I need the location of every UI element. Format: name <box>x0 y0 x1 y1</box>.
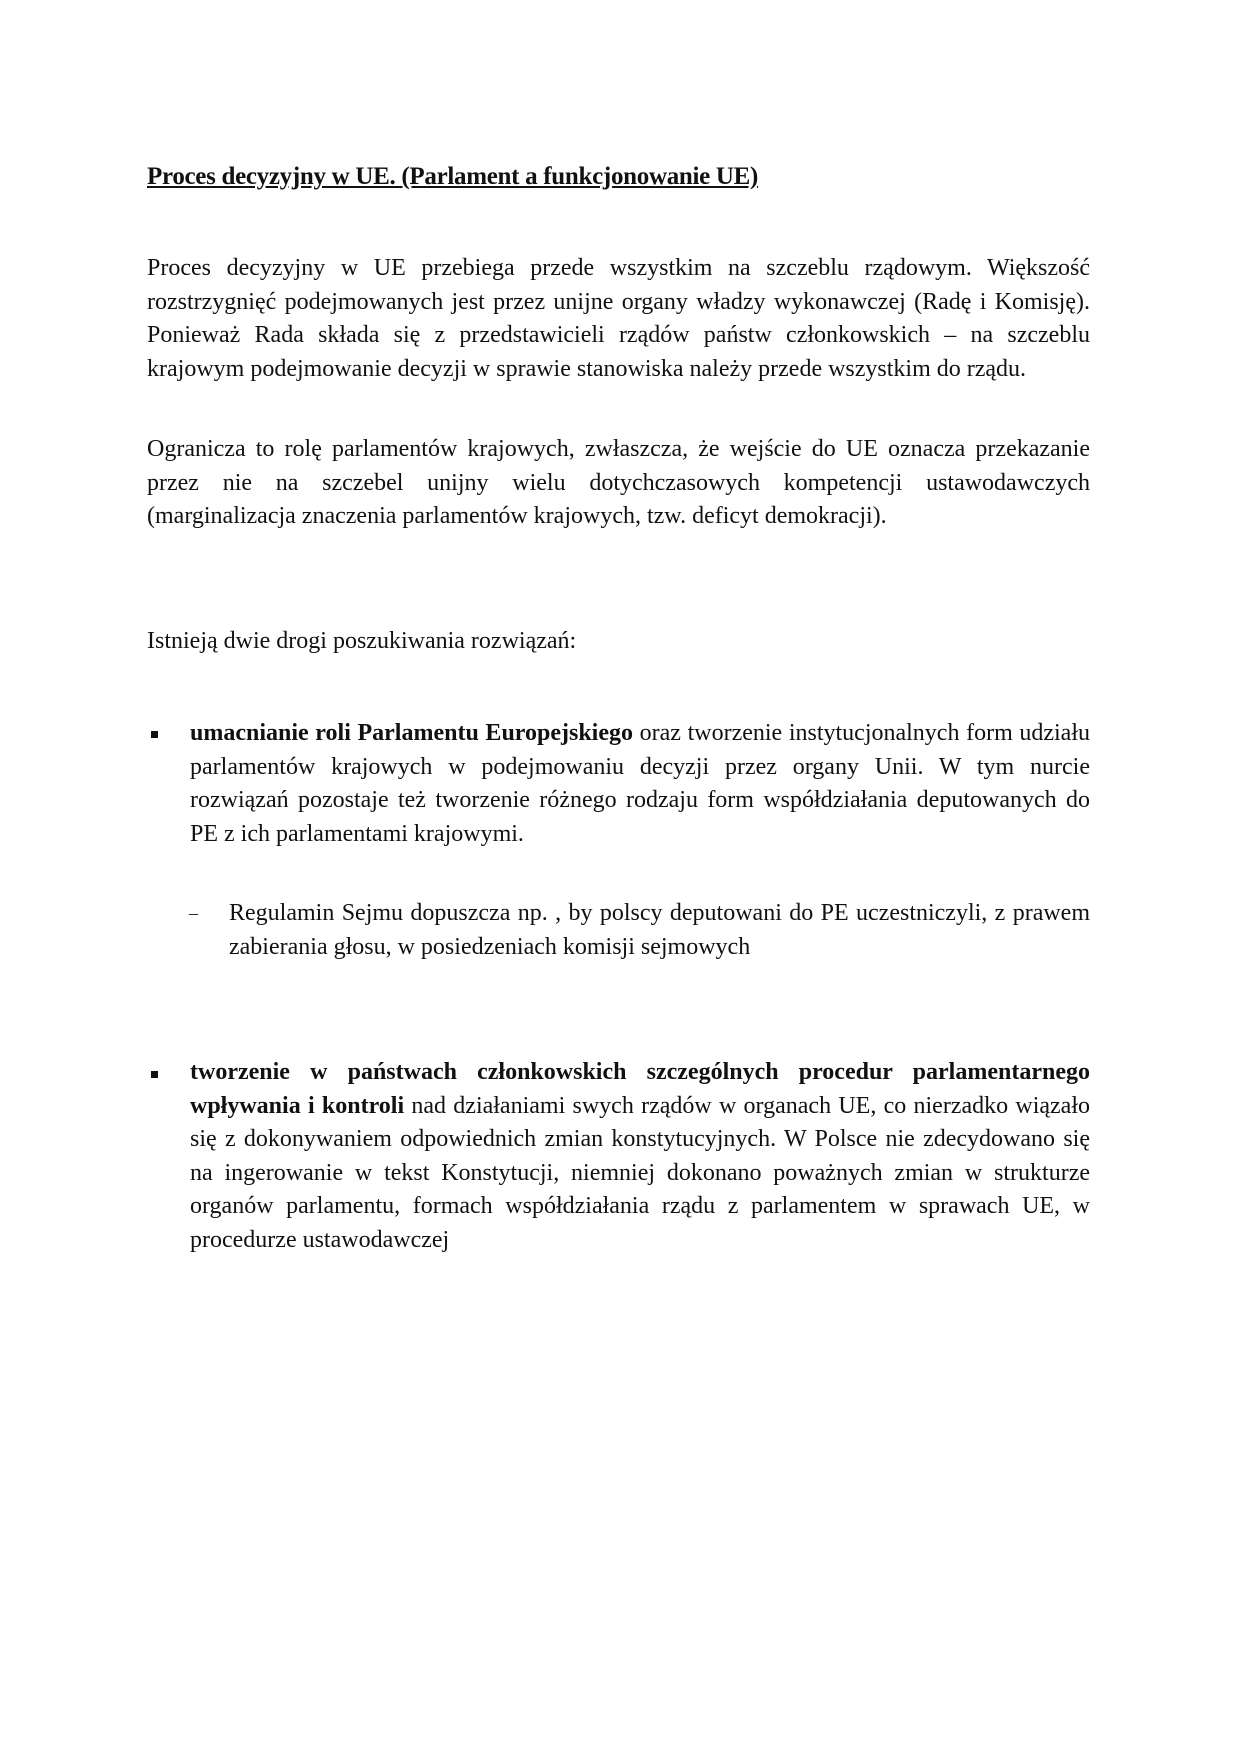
paragraph-decision-process: Proces decyzyjny w UE przebiega przede wszystkim na szczeblu rządowym. Większość rozstrzygnięć podejmowanych jest przez unijne organy władzy wykonawczej (Radę i Komisję). Ponieważ Rada składa się z przedstawicieli rządów państw członkowskich – na szczeblu krajowym podejmowanie decyzji w sprawie stanowiska należy przede wszystkim do rządu. <box>147 255 1090 382</box>
bullet-2-bold: tworzenie w państwach członkowskich szczególnych procedur parlamentarnego wpływania i kontroli <box>190 1059 1090 1119</box>
bullet-1-bold: umacnianie roli Parlamentu Europejskiego <box>190 720 634 746</box>
sub-item-text: Regulamin Sejmu dopuszcza np. , by polscy deputowani do PE uczestniczyli, z prawem zabierania głosu, w posiedzeniach komisji sejmowych <box>229 900 1090 960</box>
document-title: Proces decyzyjny w UE. (Parlament a funkcjonowanie UE) <box>147 163 759 190</box>
sub-item <box>229 897 1090 964</box>
bullet-item-2 <box>190 1056 1090 1257</box>
paragraph-two-ways: Istnieją dwie drogi poszukiwania rozwiązań: <box>147 628 577 654</box>
dash-icon: – <box>189 903 198 923</box>
bullet-1-text: oraz tworzenie instytucjonalnych form udziału parlamentów krajowych w podejmowaniu decyzji przez organy Unii. W tym nurcie rozwiązań pozostaje też tworzenie różnego rodzaju form współdziałania deputowanych do PE z ich parlamentami krajowymi. <box>190 720 1091 847</box>
paragraph-parliament-role: Ogranicza to rolę parlamentów krajowych, zwłaszcza, że wejście do UE oznacza przekazanie przez nie na szczebel unijny wielu dotychczasowych kompetencji ustawodawczych (marginalizacja znaczenia parlamentów krajowych, tzw. deficyt demokracji). <box>147 436 1090 529</box>
bullet-icon <box>151 1071 158 1078</box>
bullet-2-text: nad działaniami swych rządów w organach UE, co nierzadko wiązało się z dokonywaniem odpowiednich zmian konstytucyjnych. W Polsce nie zdecydowano się na ingerowanie w tekst Konstytucji, niemniej dokonano poważnych zmian w strukturze organów parlamentu, formach współdziałania rządu z parlamentem w sprawach UE, w procedurze ustawodawczej <box>190 1092 1090 1253</box>
bullet-item-1 <box>190 717 1090 851</box>
bullet-icon <box>151 731 158 738</box>
